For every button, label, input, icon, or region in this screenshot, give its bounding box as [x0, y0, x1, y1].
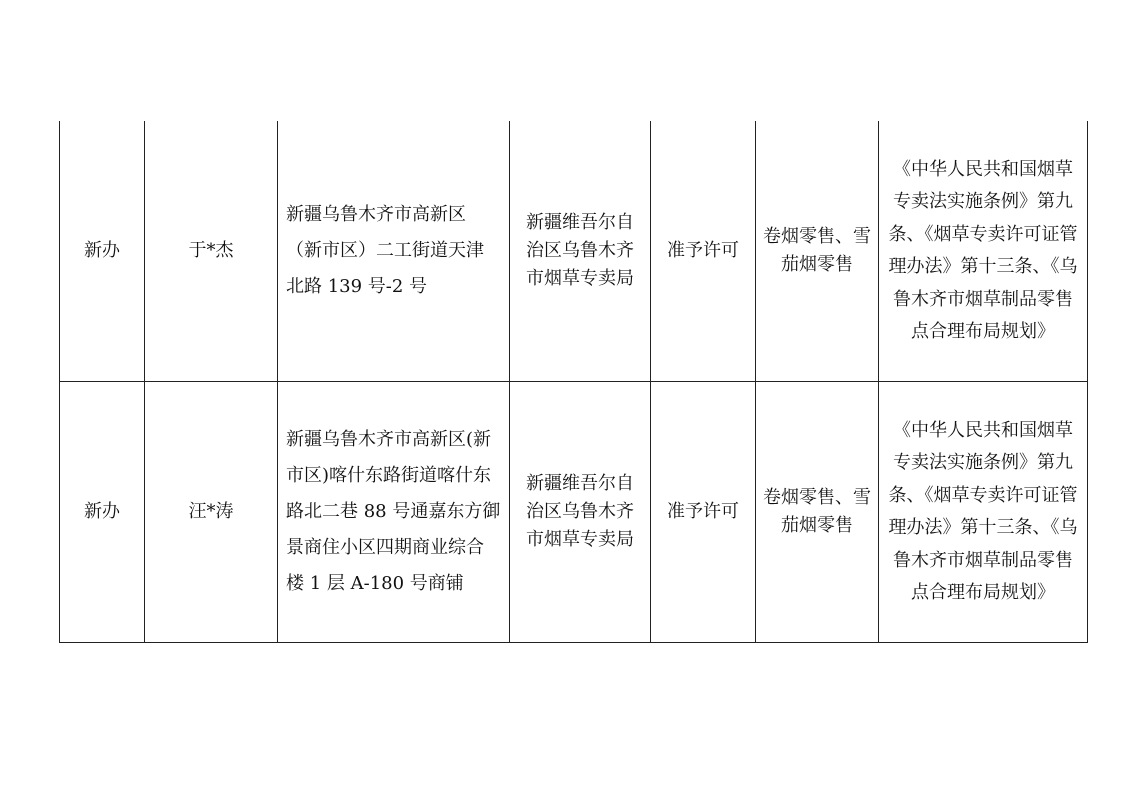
table-row — [60, 382, 1088, 643]
license-table — [59, 121, 1088, 643]
table-row — [60, 121, 1088, 382]
decision-cell: 准予许可 — [651, 382, 756, 643]
business-scope-cell: 卷烟零售、雪茄烟零售 — [756, 121, 879, 382]
legal-basis-cell: 《中华人民共和国烟草专卖法实施条例》第九条、《烟草专卖许可证管理办法》第十三条、《乌鲁木齐市烟草制品零售点合理布局规划》 — [879, 382, 1088, 643]
business-address-cell: 新疆乌鲁木齐市高新区(新市区)喀什东路街道喀什东路北二巷 88 号通嘉东方御景商住小区四期商业综合楼 1 层 A-180 号商铺 — [278, 382, 510, 643]
applicant-name-cell: 于*杰 — [145, 121, 278, 382]
applicant-name-cell: 汪*涛 — [145, 382, 278, 643]
business-scope-cell: 卷烟零售、雪茄烟零售 — [756, 382, 879, 643]
issuing-authority-cell: 新疆维吾尔自治区乌鲁木齐市烟草专卖局 — [510, 382, 651, 643]
legal-basis-cell: 《中华人民共和国烟草专卖法实施条例》第九条、《烟草专卖许可证管理办法》第十三条、《乌鲁木齐市烟草制品零售点合理布局规划》 — [879, 121, 1088, 382]
decision-cell: 准予许可 — [651, 121, 756, 382]
issuing-authority-cell: 新疆维吾尔自治区乌鲁木齐市烟草专卖局 — [510, 121, 651, 382]
business-address-cell: 新疆乌鲁木齐市高新区（新市区）二工街道天津北路 139 号-2 号 — [278, 121, 510, 382]
license-type-cell: 新办 — [60, 121, 145, 382]
license-type-cell: 新办 — [60, 382, 145, 643]
